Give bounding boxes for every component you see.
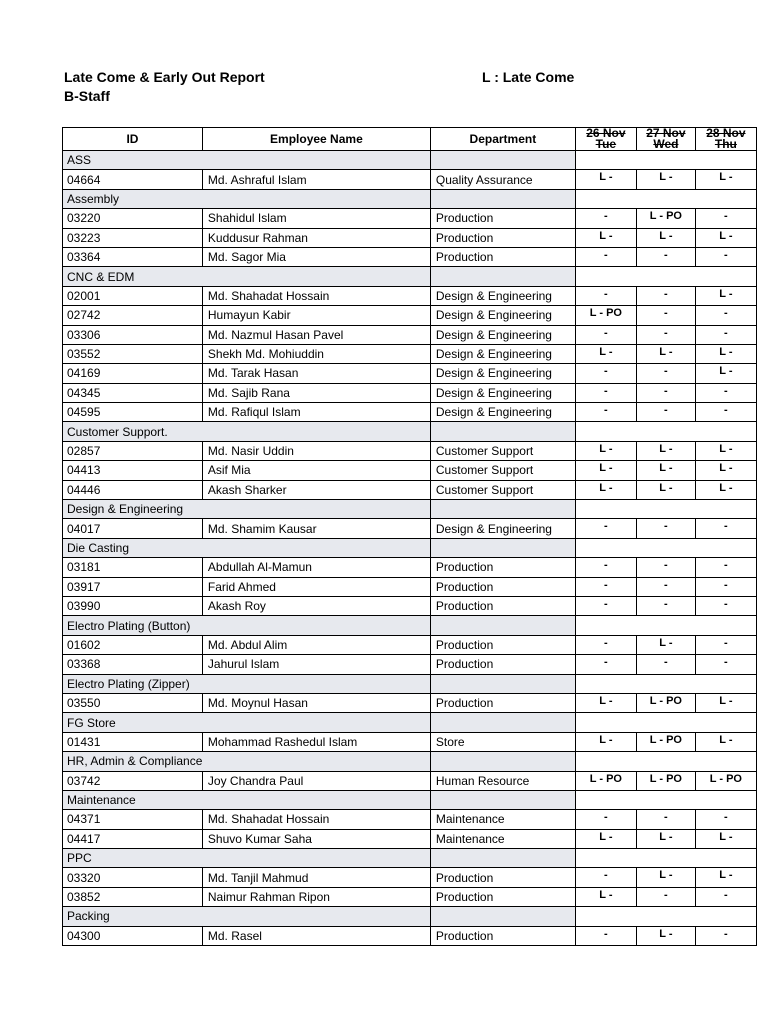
attendance-mark-day2: L - (636, 441, 695, 460)
attendance-mark-day1: - (575, 209, 636, 228)
table-row (63, 829, 757, 848)
table-row (63, 344, 757, 363)
employee-id: 03990 (63, 596, 203, 615)
attendance-mark-day2: L - (636, 829, 695, 848)
employee-id: 03320 (63, 868, 203, 887)
employee-name: Md. Rafiqul Islam (202, 403, 430, 422)
table-row (63, 228, 757, 247)
employee-department: Store (430, 732, 575, 751)
attendance-mark-day1: L - (575, 228, 636, 247)
group-name: FG Store (63, 713, 203, 732)
group-row (63, 616, 757, 635)
employee-name: Naimur Rahman Ripon (202, 887, 430, 906)
group-name: ASS (63, 151, 203, 170)
attendance-mark-day1: L - (575, 344, 636, 363)
employee-id: 02742 (63, 306, 203, 325)
employee-name: Jahurul Islam (202, 655, 430, 674)
attendance-mark-day3: L - (695, 480, 756, 499)
attendance-table (62, 127, 757, 946)
attendance-mark-day3: - (695, 655, 756, 674)
employee-name: Md. Rasel (202, 926, 430, 945)
column-header-day1 (575, 128, 636, 151)
employee-department: Design & Engineering (430, 383, 575, 402)
employee-id: 04664 (63, 170, 203, 189)
attendance-mark-day2: L - (636, 344, 695, 363)
employee-department: Quality Assurance (430, 170, 575, 189)
group-marks-cell (575, 907, 756, 926)
attendance-mark-day2: L - (636, 480, 695, 499)
group-row (63, 790, 757, 809)
report-title: Late Come & Early Out Report (64, 69, 265, 85)
table-row (63, 170, 757, 189)
attendance-mark-day1: - (575, 364, 636, 383)
table-row (63, 247, 757, 266)
day1-weekday: Tue (595, 137, 617, 151)
group-department-cell (430, 790, 575, 809)
group-name-cell-spill (202, 500, 430, 519)
table-row (63, 868, 757, 887)
table-row (63, 461, 757, 480)
employee-id: 03550 (63, 693, 203, 712)
attendance-mark-day1: - (575, 635, 636, 654)
attendance-mark-day3: - (695, 926, 756, 945)
group-marks-cell (575, 189, 756, 208)
employee-department: Design & Engineering (430, 286, 575, 305)
employee-department: Production (430, 868, 575, 887)
employee-department: Human Resource (430, 771, 575, 790)
group-name-cell-spill (202, 849, 430, 868)
attendance-mark-day2: - (636, 655, 695, 674)
group-name: Electro Plating (Button) (63, 616, 203, 635)
attendance-mark-day1: - (575, 926, 636, 945)
report-subtitle: B-Staff (64, 88, 110, 104)
group-marks-cell (575, 616, 756, 635)
table-body (63, 151, 757, 946)
employee-department: Production (430, 887, 575, 906)
employee-department: Design & Engineering (430, 403, 575, 422)
employee-id: 04300 (63, 926, 203, 945)
employee-id: 03742 (63, 771, 203, 790)
employee-id: 03368 (63, 655, 203, 674)
employee-id: 03917 (63, 577, 203, 596)
employee-id: 04169 (63, 364, 203, 383)
group-name: Electro Plating (Zipper) (63, 674, 203, 693)
employee-name: Md. Shahadat Hossain (202, 810, 430, 829)
employee-name: Md. Nasir Uddin (202, 441, 430, 460)
attendance-mark-day3: - (695, 577, 756, 596)
table-row (63, 558, 757, 577)
employee-name: Md. Moynul Hasan (202, 693, 430, 712)
employee-name: Joy Chandra Paul (202, 771, 430, 790)
group-marks-cell (575, 849, 756, 868)
attendance-mark-day2: L - (636, 926, 695, 945)
employee-name: Md. Tarak Hasan (202, 364, 430, 383)
employee-name: Shahidul Islam (202, 209, 430, 228)
employee-id: 04345 (63, 383, 203, 402)
group-name-cell-spill (202, 790, 430, 809)
attendance-mark-day3: L - PO (695, 771, 756, 790)
group-marks-cell (575, 752, 756, 771)
table-row (63, 887, 757, 906)
group-name-cell-spill (202, 713, 430, 732)
attendance-mark-day3: L - (695, 829, 756, 848)
attendance-mark-day1: - (575, 403, 636, 422)
group-name-cell-spill (202, 422, 430, 441)
attendance-mark-day1: L - (575, 887, 636, 906)
employee-id: 03364 (63, 247, 203, 266)
day1-date: 26 Nov (586, 127, 626, 140)
attendance-mark-day3: - (695, 209, 756, 228)
attendance-mark-day2: - (636, 325, 695, 344)
table-row (63, 286, 757, 305)
attendance-mark-day2: - (636, 306, 695, 325)
group-name: Customer Support. (63, 422, 203, 441)
attendance-mark-day3: - (695, 810, 756, 829)
group-row (63, 538, 757, 557)
column-header-name: Employee Name (202, 128, 430, 151)
group-row (63, 267, 757, 286)
employee-name: Akash Sharker (202, 480, 430, 499)
table-row (63, 364, 757, 383)
table-row (63, 441, 757, 460)
employee-department: Production (430, 209, 575, 228)
attendance-mark-day2: - (636, 247, 695, 266)
group-marks-cell (575, 538, 756, 557)
table-row (63, 325, 757, 344)
group-marks-cell (575, 790, 756, 809)
group-name: Assembly (63, 189, 203, 208)
employee-id: 01602 (63, 635, 203, 654)
employee-id: 04371 (63, 810, 203, 829)
attendance-mark-day1: L - (575, 170, 636, 189)
group-department-cell (430, 674, 575, 693)
employee-id: 01431 (63, 732, 203, 751)
column-header-department: Department (430, 128, 575, 151)
table-row (63, 732, 757, 751)
attendance-mark-day3: - (695, 325, 756, 344)
employee-name: Md. Ashraful Islam (202, 170, 430, 189)
employee-name: Md. Shahadat Hossain (202, 286, 430, 305)
table-row (63, 306, 757, 325)
attendance-mark-day1: - (575, 286, 636, 305)
attendance-mark-day2: L - PO (636, 693, 695, 712)
employee-department: Design & Engineering (430, 344, 575, 363)
table-row (63, 480, 757, 499)
table-row (63, 209, 757, 228)
attendance-mark-day2: - (636, 596, 695, 615)
employee-name: Akash Roy (202, 596, 430, 615)
attendance-mark-day3: - (695, 558, 756, 577)
group-row (63, 907, 757, 926)
employee-department: Design & Engineering (430, 519, 575, 538)
attendance-mark-day3: L - (695, 170, 756, 189)
group-marks-cell (575, 422, 756, 441)
attendance-mark-day1: L - (575, 461, 636, 480)
attendance-mark-day2: L - (636, 868, 695, 887)
group-department-cell (430, 422, 575, 441)
group-name-cell-spill (202, 616, 430, 635)
employee-name: Shuvo Kumar Saha (202, 829, 430, 848)
employee-id: 03852 (63, 887, 203, 906)
employee-name: Farid Ahmed (202, 577, 430, 596)
group-name: Packing (63, 907, 203, 926)
employee-id: 03552 (63, 344, 203, 363)
attendance-mark-day1: - (575, 519, 636, 538)
employee-id: 02857 (63, 441, 203, 460)
attendance-mark-day3: - (695, 519, 756, 538)
employee-department: Production (430, 596, 575, 615)
attendance-mark-day1: - (575, 383, 636, 402)
group-marks-cell (575, 674, 756, 693)
group-row (63, 189, 757, 208)
attendance-mark-day1: - (575, 558, 636, 577)
group-name: Maintenance (63, 790, 203, 809)
group-department-cell (430, 538, 575, 557)
table-row (63, 403, 757, 422)
group-name-cell-spill (202, 151, 430, 170)
group-department-cell (430, 267, 575, 286)
attendance-mark-day1: - (575, 810, 636, 829)
attendance-mark-day3: - (695, 635, 756, 654)
table-row (63, 810, 757, 829)
employee-department: Production (430, 577, 575, 596)
group-department-cell (430, 907, 575, 926)
employee-id: 02001 (63, 286, 203, 305)
attendance-mark-day2: L - PO (636, 771, 695, 790)
attendance-mark-day1: L - (575, 732, 636, 751)
group-row (63, 752, 757, 771)
group-row (63, 500, 757, 519)
group-row (63, 713, 757, 732)
group-name: CNC & EDM (63, 267, 203, 286)
column-header-id: ID (63, 128, 203, 151)
attendance-mark-day1: L - (575, 829, 636, 848)
employee-department: Production (430, 635, 575, 654)
attendance-mark-day3: L - (695, 364, 756, 383)
attendance-mark-day1: L - (575, 480, 636, 499)
attendance-mark-day3: - (695, 383, 756, 402)
attendance-mark-day3: - (695, 403, 756, 422)
employee-department: Design & Engineering (430, 364, 575, 383)
group-row (63, 151, 757, 170)
attendance-mark-day2: L - PO (636, 732, 695, 751)
attendance-mark-day3: L - (695, 228, 756, 247)
group-name: Design & Engineering (63, 500, 203, 519)
attendance-mark-day3: L - (695, 344, 756, 363)
employee-department: Production (430, 247, 575, 266)
group-name: PPC (63, 849, 203, 868)
employee-name: Md. Sagor Mia (202, 247, 430, 266)
group-marks-cell (575, 500, 756, 519)
employee-department: Design & Engineering (430, 306, 575, 325)
attendance-mark-day1: L - (575, 693, 636, 712)
attendance-mark-day2: L - (636, 635, 695, 654)
attendance-mark-day2: - (636, 383, 695, 402)
attendance-mark-day2: - (636, 810, 695, 829)
employee-department: Maintenance (430, 829, 575, 848)
employee-id: 04417 (63, 829, 203, 848)
group-name-cell-spill (202, 752, 430, 771)
attendance-mark-day2: L - (636, 170, 695, 189)
group-department-cell (430, 189, 575, 208)
attendance-mark-day3: L - (695, 461, 756, 480)
attendance-mark-day1: - (575, 655, 636, 674)
attendance-mark-day3: - (695, 596, 756, 615)
group-department-cell (430, 151, 575, 170)
employee-department: Customer Support (430, 480, 575, 499)
attendance-mark-day2: L - (636, 461, 695, 480)
employee-department: Customer Support (430, 441, 575, 460)
attendance-mark-day2: - (636, 403, 695, 422)
group-row (63, 422, 757, 441)
table-row (63, 635, 757, 654)
attendance-mark-day2: - (636, 887, 695, 906)
employee-name: Kuddusur Rahman (202, 228, 430, 247)
day3-date: 28 Nov (706, 127, 746, 140)
group-name: Die Casting (63, 538, 203, 557)
group-department-cell (430, 616, 575, 635)
employee-id: 04446 (63, 480, 203, 499)
attendance-mark-day1: - (575, 868, 636, 887)
attendance-mark-day2: L - PO (636, 209, 695, 228)
group-name-cell-spill (202, 907, 430, 926)
group-name-cell-spill (202, 189, 430, 208)
attendance-mark-day3: - (695, 306, 756, 325)
employee-department: Production (430, 655, 575, 674)
group-name: HR, Admin & Compliance (63, 752, 203, 771)
group-row (63, 849, 757, 868)
attendance-mark-day3: L - (695, 286, 756, 305)
employee-department: Design & Engineering (430, 325, 575, 344)
employee-department: Maintenance (430, 810, 575, 829)
group-marks-cell (575, 713, 756, 732)
table-row (63, 519, 757, 538)
attendance-mark-day3: - (695, 887, 756, 906)
group-department-cell (430, 752, 575, 771)
legend-late-come: L : Late Come (482, 69, 575, 85)
table-row (63, 655, 757, 674)
table-row (63, 771, 757, 790)
group-marks-cell (575, 267, 756, 286)
attendance-mark-day1: L - (575, 441, 636, 460)
group-marks-cell (575, 151, 756, 170)
employee-department: Customer Support (430, 461, 575, 480)
employee-department: Production (430, 228, 575, 247)
employee-name: Md. Tanjil Mahmud (202, 868, 430, 887)
table-row (63, 383, 757, 402)
table-row (63, 596, 757, 615)
column-header-day2 (636, 128, 695, 151)
employee-department: Production (430, 558, 575, 577)
employee-id: 03306 (63, 325, 203, 344)
group-name-cell-spill (202, 674, 430, 693)
group-name-cell-spill (202, 267, 430, 286)
table-row (63, 693, 757, 712)
employee-name: Asif Mia (202, 461, 430, 480)
table-row (63, 577, 757, 596)
attendance-mark-day1: - (575, 247, 636, 266)
attendance-mark-day2: - (636, 519, 695, 538)
attendance-mark-day3: - (695, 247, 756, 266)
employee-id: 03181 (63, 558, 203, 577)
employee-id: 04413 (63, 461, 203, 480)
attendance-mark-day1: - (575, 596, 636, 615)
attendance-mark-day3: L - (695, 441, 756, 460)
employee-id: 03223 (63, 228, 203, 247)
employee-name: Shekh Md. Mohiuddin (202, 344, 430, 363)
group-department-cell (430, 500, 575, 519)
employee-name: Md. Shamim Kausar (202, 519, 430, 538)
attendance-mark-day1: L - PO (575, 771, 636, 790)
attendance-mark-day2: - (636, 577, 695, 596)
employee-name: Md. Nazmul Hasan Pavel (202, 325, 430, 344)
attendance-mark-day2: - (636, 558, 695, 577)
employee-name: Humayun Kabir (202, 306, 430, 325)
column-header-day3 (695, 128, 756, 151)
attendance-mark-day1: - (575, 577, 636, 596)
employee-id: 04595 (63, 403, 203, 422)
table-row (63, 926, 757, 945)
attendance-mark-day2: - (636, 286, 695, 305)
attendance-mark-day2: - (636, 364, 695, 383)
employee-name: Mohammad Rashedul Islam (202, 732, 430, 751)
group-department-cell (430, 713, 575, 732)
group-department-cell (430, 849, 575, 868)
employee-department: Production (430, 693, 575, 712)
attendance-mark-day2: L - (636, 228, 695, 247)
day3-weekday: Thu (714, 137, 737, 151)
attendance-mark-day3: L - (695, 868, 756, 887)
employee-id: 04017 (63, 519, 203, 538)
employee-name: Md. Abdul Alim (202, 635, 430, 654)
attendance-mark-day1: L - PO (575, 306, 636, 325)
group-row (63, 674, 757, 693)
day2-weekday: Wed (653, 137, 679, 151)
employee-department: Production (430, 926, 575, 945)
group-name-cell-spill (202, 538, 430, 557)
employee-name: Md. Sajib Rana (202, 383, 430, 402)
employee-id: 03220 (63, 209, 203, 228)
attendance-mark-day3: L - (695, 693, 756, 712)
day2-date: 27 Nov (646, 127, 686, 140)
attendance-mark-day3: L - (695, 732, 756, 751)
employee-name: Abdullah Al-Mamun (202, 558, 430, 577)
attendance-mark-day1: - (575, 325, 636, 344)
table-header-row (63, 128, 757, 151)
